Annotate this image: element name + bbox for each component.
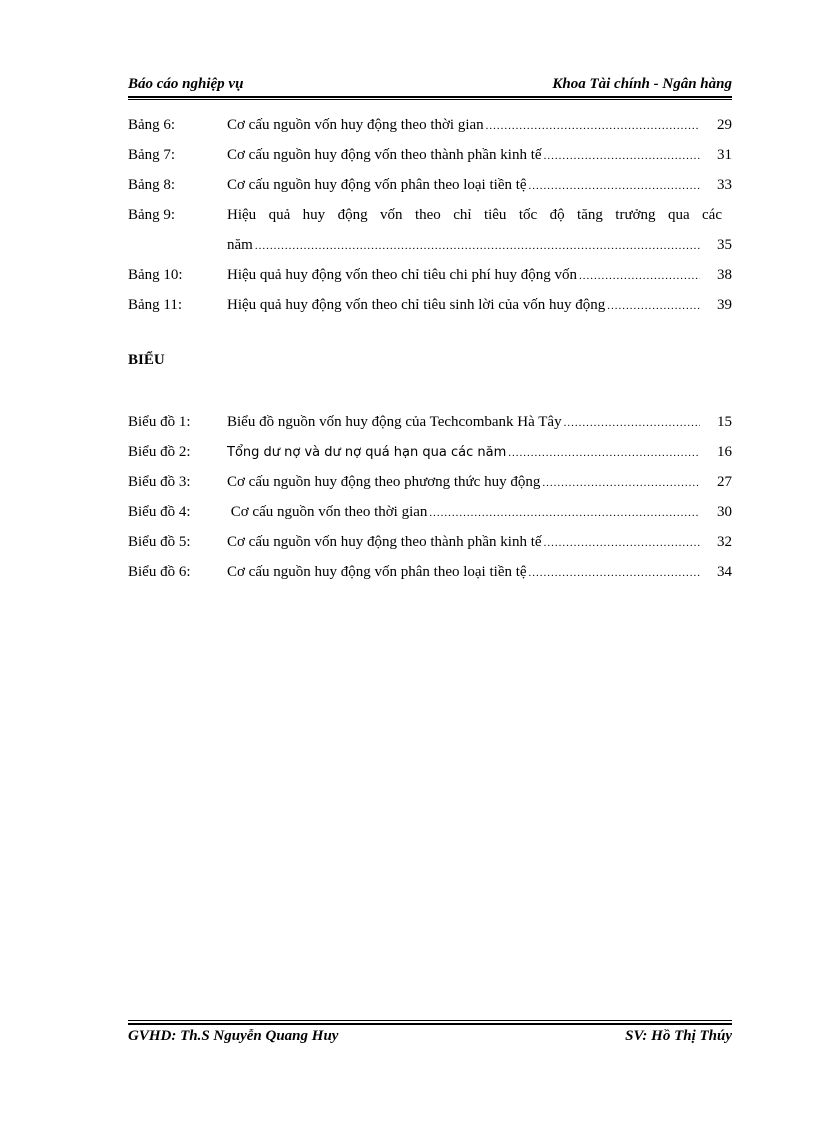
toc-page-number: 34 xyxy=(717,564,732,580)
toc-leader xyxy=(255,231,700,261)
footer-student: SV: Hồ Thị Thúy xyxy=(625,1028,732,1044)
toc-title: Biểu đồ nguồn vốn huy động của Techcombank Hà Tây xyxy=(227,414,562,430)
toc-page-number: 32 xyxy=(717,534,732,550)
toc-page-number: 30 xyxy=(717,504,732,520)
toc-label: Bảng 8: xyxy=(128,177,176,193)
header-right-title: Khoa Tài chính - Ngân hàng xyxy=(552,76,732,92)
toc-row-table-9 xyxy=(128,200,732,230)
header-rule xyxy=(128,96,732,98)
toc-row-table-7 xyxy=(128,140,732,170)
chart-list xyxy=(128,407,732,587)
toc-leader xyxy=(542,468,700,498)
toc-row-table-8 xyxy=(128,170,732,200)
toc-label: Biểu đồ 1: xyxy=(128,414,191,430)
toc-row-table-6 xyxy=(128,110,732,140)
toc-page-number: 38 xyxy=(717,267,732,283)
toc-label: Bảng 7: xyxy=(128,147,176,163)
toc-leader xyxy=(429,498,700,528)
footer-rule-thin xyxy=(128,1020,732,1021)
toc-title: Hiệu quả huy động vốn theo chỉ tiêu chi phí huy động vốn xyxy=(227,267,577,283)
toc-title: Hiệu quả huy động vốn theo chỉ tiêu tốc độ tăng trưởng qua các xyxy=(227,207,722,223)
toc-title: Cơ cấu nguồn vốn theo thời gian xyxy=(227,504,428,520)
toc-page-number: 39 xyxy=(717,297,732,313)
toc-label: Biểu đồ 3: xyxy=(128,474,191,490)
toc-row-chart-4 xyxy=(128,497,732,527)
footer-advisor: GVHD: Th.S Nguyễn Quang Huy xyxy=(128,1028,339,1044)
header-left-title: Báo cáo nghiệp vụ xyxy=(128,76,244,92)
toc-title: Cơ cấu nguồn huy động vốn theo thành phần kinh tế xyxy=(227,147,542,163)
toc-label: Biểu đồ 5: xyxy=(128,534,191,550)
toc-label: Bảng 9: xyxy=(128,207,176,223)
toc-row-table-9-cont xyxy=(128,230,732,260)
page-header xyxy=(128,76,732,96)
toc-leader xyxy=(579,261,700,291)
toc-row-table-11 xyxy=(128,290,732,320)
table-list xyxy=(128,110,732,320)
toc-page-number: 15 xyxy=(717,414,732,430)
toc-leader xyxy=(607,291,700,321)
toc-page-number: 33 xyxy=(717,177,732,193)
toc-page-number: 29 xyxy=(717,117,732,133)
toc-leader xyxy=(564,408,700,438)
toc-leader xyxy=(508,438,700,468)
toc-label: Biểu đồ 6: xyxy=(128,564,191,580)
toc-title: Cơ cấu nguồn vốn huy động theo thời gian xyxy=(227,117,484,133)
toc-title: Cơ cấu nguồn huy động theo phương thức huy động xyxy=(227,474,541,490)
toc-row-chart-3 xyxy=(128,467,732,497)
toc-title: Cơ cấu nguồn huy động vốn phân theo loại tiền tệ xyxy=(227,177,527,193)
toc-row-table-10 xyxy=(128,260,732,290)
footer-rule xyxy=(128,1023,732,1025)
toc-page-number: 27 xyxy=(717,474,732,490)
toc-label: Bảng 10: xyxy=(128,267,183,283)
toc-title: Cơ cấu nguồn vốn huy động theo thành phần kinh tế xyxy=(227,534,542,550)
toc-row-chart-5 xyxy=(128,527,732,557)
toc-row-chart-2 xyxy=(128,437,732,467)
toc-title: Hiệu quả huy động vốn theo chỉ tiêu sinh lời của vốn huy động xyxy=(227,297,606,313)
toc-leader xyxy=(529,558,700,588)
section-heading-charts: BIỂU xyxy=(128,352,165,368)
toc-title: Cơ cấu nguồn huy động vốn phân theo loại tiền tệ xyxy=(227,564,527,580)
toc-row-chart-6 xyxy=(128,557,732,587)
toc-row-chart-1 xyxy=(128,407,732,437)
toc-page-number: 16 xyxy=(717,444,732,460)
toc-label: Biểu đồ 2: xyxy=(128,444,191,460)
toc-page-number: 35 xyxy=(717,237,732,253)
toc-label: Bảng 6: xyxy=(128,117,176,133)
toc-label: Bảng 11: xyxy=(128,297,183,313)
toc-page-number: 31 xyxy=(717,147,732,163)
toc-leader xyxy=(544,141,700,171)
page-footer xyxy=(128,1028,732,1048)
toc-leader xyxy=(486,111,700,141)
toc-leader xyxy=(529,171,700,201)
toc-title: Tổng dư nợ và dư nợ quá hạn qua các năm xyxy=(227,445,507,460)
toc-leader xyxy=(544,528,700,558)
toc-title-continued: năm xyxy=(227,237,253,253)
header-rule-thin xyxy=(128,99,732,100)
toc-label: Biểu đồ 4: xyxy=(128,504,191,520)
